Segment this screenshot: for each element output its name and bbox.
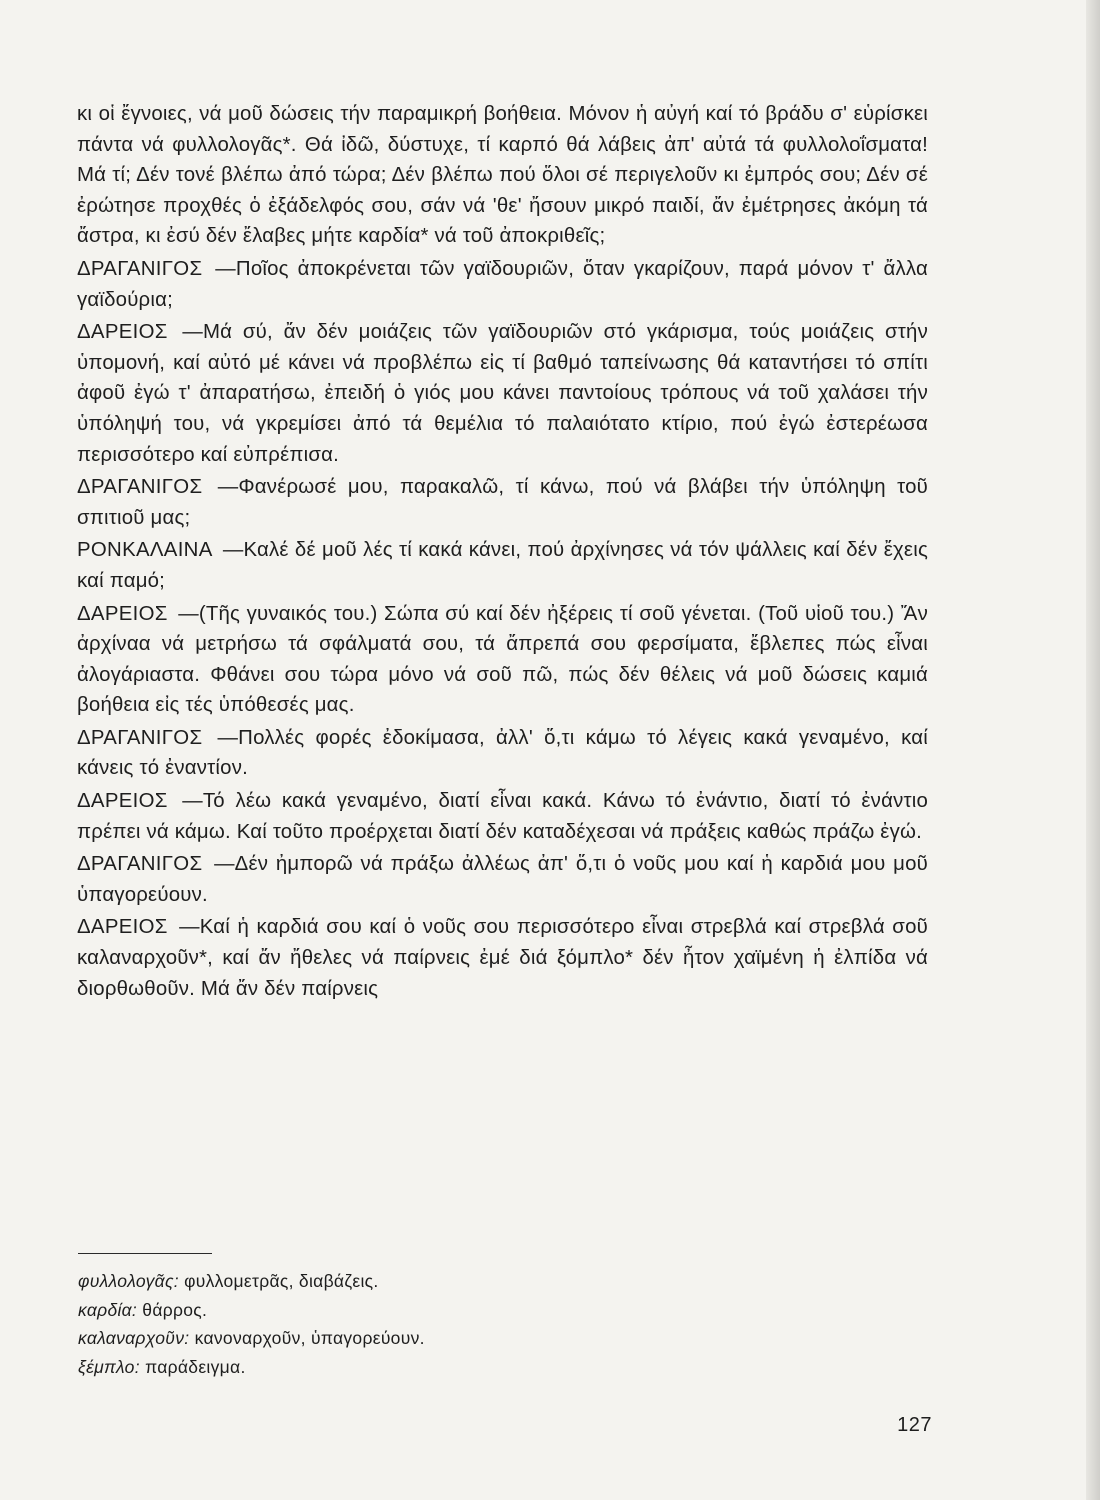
speaker-name: ΔΑΡΕΙΟΣ <box>77 790 168 813</box>
speech: ΔΑΡΕΙΟΣ —(Τῆς γυναικός του.) Σώπα σύ καί δέν ἠξέρεις τί σοῦ γένεται. (Τοῦ υἱοῦ του.) Ἄν ἀρχίναα νά μετρήσω τά σφάλματά σου, τά ἄπρεπά σου φερσίματα, ἔβλεπες πώς εἶναι ἀλογάριαστα. Φθάνει σου τώρα μόνο νά σοῦ πῶ, πώς δέν θέλεις νά μοῦ δώσεις καμιά βοήθεια εἰς τές ὑπόθεσές μας. <box>77 602 928 717</box>
footnote-divider <box>78 1253 212 1254</box>
speaker-name: ΔΑΡΕΙΟΣ <box>77 916 168 939</box>
speech: ΔΑΡΕΙΟΣ —Τό λέω κακά γεναμένο, διατί εἶναι κακά. Κάνω τό ἐνάντιο, διατί τό ἐνάντιο πρέπει νά κάμω. Καί τοῦτο προέρχεται διατί δέν καταδέχεσαι νά πράξεις καθώς πράζω ἐγώ. <box>77 790 928 843</box>
speech: ΔΡΑΓΑΝΙΓΟΣ —Δέν ἠμπορῶ νά πράξω ἀλλέως ἀπ' ὅ,τι ὁ νοῦς μου καί ἡ καρδιά μου μοῦ ὑπαγορεύουν. <box>77 853 928 906</box>
opening-paragraph: κι οἱ ἔγνοιες, νά μοῦ δώσεις τήν παραμικρή βοήθεια. Μόνον ἡ αὐγή καί τό βράδυ σ' εὑρίσκει πάντα νά φυλλολογᾶς*. Θά ἰδῶ, δύστυχε, τί καρπό θά λάβεις ἀπ' αὐτά τά φυλλολοΐσματα! Μά τί; Δέν τονέ βλέπω ἀπό τώρα; Δέν βλέπω πού ὅλοι σέ περιγελοῦν κι ἐμπρός σου; Δέν σέ ἐρώτησε προχθές ὁ ἐξάδελφός σου, σάν νά 'θε' ἤσουν μικρό παιδί, ἄν ἐμέτρησες ἀκόμη τά ἄστρα, κι ἐσύ δέν ἔλαβες μήτε καρδία* νά τοῦ ἀποκριθεῖς; <box>77 103 928 248</box>
speaker-name: ΔΡΑΓΑΝΙΓΟΣ <box>77 476 203 499</box>
speaker-name: ΡΟΝΚΑΛΑΙΝΑ <box>77 539 213 562</box>
speech: ΡΟΝΚΑΛΑΙΝΑ —Καλέ δέ μοῦ λές τί κακά κάνει, πού ἀρχίνησες νά τόν ψάλλεις καί δέν ἔχεις καί παμό; <box>77 539 928 592</box>
speech-text: Τό λέω κακά γεναμένο, διατί εἶναι κακά. Κάνω τό ἐνάντιο, διατί τό ἐνάντιο πρέπει νά κάμω. Καί τοῦτο προέρχεται διατί δέν καταδέχεσαι νά πράξεις καθώς πράζω ἐγώ. <box>77 790 928 843</box>
footnote-definition: κανοναρχοῦν, ὑπαγορεύουν. <box>194 1328 425 1348</box>
footnotes <box>78 1267 778 1381</box>
speech-text: Πολλές φορές ἐδοκίμασα, ἀλλ' ὅ,τι κάμω τό λέγεις κακά γεναμένο, καί κάνεις τό ἐναντίον. <box>77 726 928 780</box>
speech-text: Μά σύ, ἄν δέν μοιάζεις τῶν γαϊδουριῶν στό γκάρισμα, τούς μοιάζεις στήν ὑπομονή, καί αὐτό μέ κάνει νά προβλέπω εἰς τί βαθμό ταπείνωσης θά καταντήσει τό σπίτι ἀφοῦ ἐγώ τ' ἀπαρατήσω, ἐπειδή ὁ γιός μου κάνει παντοίους τρόπους νά τοῦ χαλάσει τήν ὑπόληψή του, νά γκρεμίσει ἀπό τά θεμέλια τό παλαιότατο κτίριο, πού ἐγώ ἐστερέωσα περισσότερο καί εὐπρέπισα. <box>77 321 928 466</box>
speech-text: Ποῖος ἀποκρένεται τῶν γαϊδουριῶν, ὅταν γκαρίζουν, παρά μόνον τ' ἄλλα γαϊδούρια; <box>77 257 928 311</box>
footnote-term: καρδία: <box>78 1299 138 1320</box>
speech-text: Φανέρωσέ μου, παρακαλῶ, τί κάνω, πού νά βλάβει τήν ὑπόληψη τοῦ σπιτιοῦ μας; <box>77 476 928 529</box>
page-number: 127 <box>897 1414 932 1436</box>
speech-text: Καλέ δέ μοῦ λές τί κακά κάνει, πού ἀρχίνησες νά τόν ψάλλεις καί δέν ἔχεις καί παμό; <box>77 539 928 592</box>
footnote <box>78 1353 778 1382</box>
footnote <box>78 1324 778 1353</box>
speech-text: (Τῆς γυναικός του.) Σώπα σύ καί δέν ἠξέρεις τί σοῦ γένεται. (Τοῦ υἱοῦ του.) Ἄν ἀρχίναα νά μετρήσω τά σφάλματά σου, τά ἄπρεπά σου φερσίματα, ἔβλεπες πώς εἶναι ἀλογάριαστα. Φθάνει σου τώρα μόνο νά σοῦ πῶ, πώς δέν θέλεις νά μοῦ δώσεις καμιά βοήθεια εἰς τές ὑπόθεσές μας. <box>77 602 928 717</box>
footnote-term: φυλλολογᾶς: <box>78 1271 179 1291</box>
footnote <box>78 1267 778 1296</box>
page-edge <box>1086 0 1100 1500</box>
footnote <box>78 1296 778 1325</box>
footnote-definition: φυλλομετρᾶς, διαβάζεις. <box>184 1271 379 1291</box>
speech: ΔΡΑΓΑΝΙΓΟΣ —Φανέρωσέ μου, παρακαλῶ, τί κάνω, πού νά βλάβει τήν ὑπόληψη τοῦ σπιτιοῦ μας; <box>77 476 928 529</box>
speaker-name: ΔΑΡΕΙΟΣ <box>77 602 168 625</box>
footnote-definition: θάρρος. <box>142 1299 208 1320</box>
footnote-term: καλαναρχοῦν: <box>78 1328 190 1348</box>
speaker-name: ΔΑΡΕΙΟΣ <box>77 321 168 344</box>
speech-text: Καί ἡ καρδιά σου καί ὁ νοῦς σου περισσότερο εἶναι στρεβλά καί στρεβλά σοῦ καλαναρχοῦν*, καί ἄν ἤθελες νά παίρνεις ἐμέ διά ξόμπλο* δέν ἦτον χαϊμένη ἡ ἐλπίδα νά διορθωθοῦν. Μά ἄν δέν παίρνεις <box>77 916 928 1000</box>
speech-text: Δέν ἠμπορῶ νά πράξω ἀλλέως ἀπ' ὅ,τι ὁ νοῦς μου καί ἡ καρδιά μου μοῦ ὑπαγορεύουν. <box>77 853 928 906</box>
footnote-term: ξέμπλο: <box>78 1356 140 1377</box>
footnote-definition: παράδειγμα. <box>145 1356 246 1377</box>
speaker-name: ΔΡΑΓΑΝΙΓΟΣ <box>77 257 203 280</box>
speaker-name: ΔΡΑΓΑΝΙΓΟΣ <box>77 726 203 749</box>
speech: ΔΡΑΓΑΝΙΓΟΣ —Πολλές φορές ἐδοκίμασα, ἀλλ' ὅ,τι κάμω τό λέγεις κακά γεναμένο, καί κάνεις τό ἐναντίον. <box>77 726 928 780</box>
main-text <box>77 99 928 1004</box>
speaker-name: ΔΡΑΓΑΝΙΓΟΣ <box>77 853 203 876</box>
speech: ΔΑΡΕΙΟΣ —Μά σύ, ἄν δέν μοιάζεις τῶν γαϊδουριῶν στό γκάρισμα, τούς μοιάζεις στήν ὑπομονή, καί αὐτό μέ κάνει νά προβλέπω εἰς τί βαθμό ταπείνωσης θά καταντήσει τό σπίτι ἀφοῦ ἐγώ τ' ἀπαρατήσω, ἐπειδή ὁ γιός μου κάνει παντοίους τρόπους νά τοῦ χαλάσει τήν ὑπόληψή του, νά γκρεμίσει ἀπό τά θεμέλια τό παλαιότατο κτίριο, πού ἐγώ ἐστερέωσα περισσότερο καί εὐπρέπισα. <box>77 321 928 466</box>
speech: ΔΑΡΕΙΟΣ —Καί ἡ καρδιά σου καί ὁ νοῦς σου περισσότερο εἶναι στρεβλά καί στρεβλά σοῦ καλαναρχοῦν*, καί ἄν ἤθελες νά παίρνεις ἐμέ διά ξόμπλο* δέν ἦτον χαϊμένη ἡ ἐλπίδα νά διορθωθοῦν. Μά ἄν δέν παίρνεις <box>77 916 928 1000</box>
speech: ΔΡΑΓΑΝΙΓΟΣ —Ποῖος ἀποκρένεται τῶν γαϊδουριῶν, ὅταν γκαρίζουν, παρά μόνον τ' ἄλλα γαϊδούρια; <box>77 257 928 311</box>
